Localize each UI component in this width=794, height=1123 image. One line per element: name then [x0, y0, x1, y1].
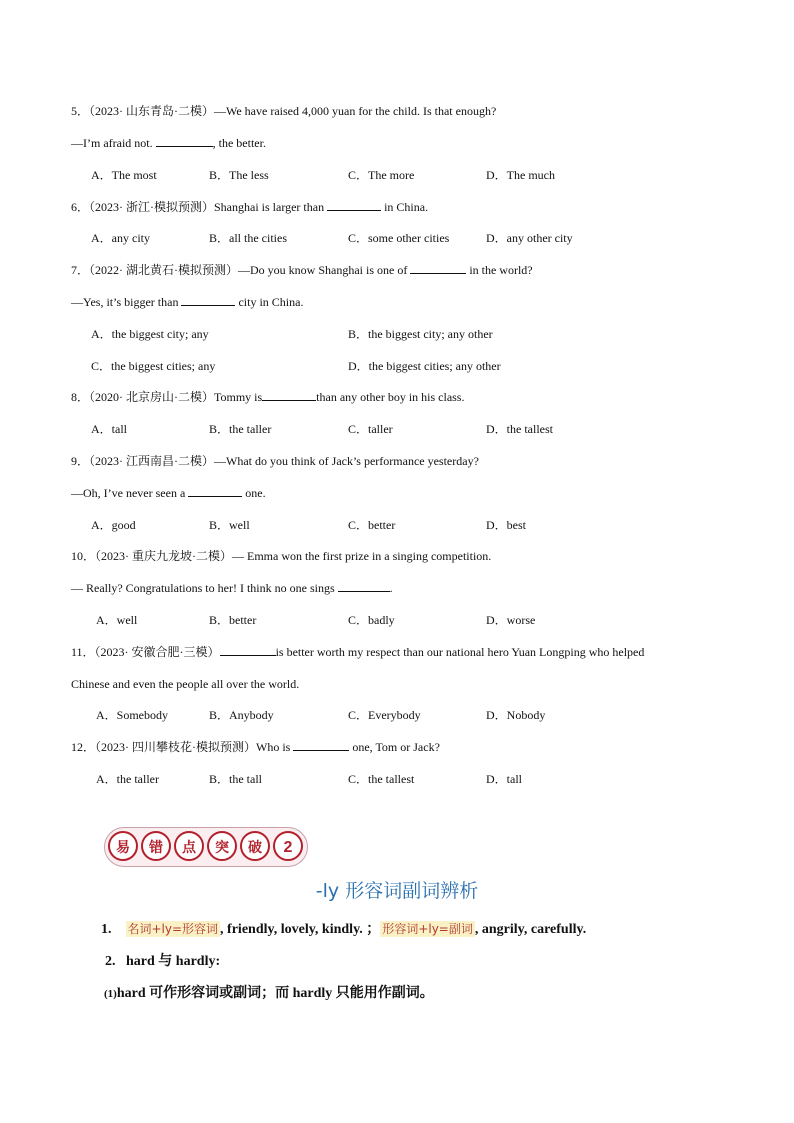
- option-b: B．the tall: [209, 772, 262, 786]
- question-11-stem: 11．（2023· 安徽合肥·三模） is better worth my respect than our national hero Yuan Longping who helped: [71, 645, 645, 659]
- section-title: -ly 形容词副词辨析: [315, 880, 479, 902]
- rule-number: 2.: [105, 954, 116, 969]
- rule-text: hard 可作形容词或副词；而 hardly 只能用作副词。: [116, 986, 434, 1001]
- option-a: A．Somebody: [96, 708, 169, 722]
- option-c: C．the tallest: [348, 772, 415, 786]
- option-a: A．the biggest city; any: [91, 327, 209, 341]
- banner-number: 2: [273, 831, 303, 861]
- option-b: B．better: [209, 613, 257, 627]
- answer-blank: [262, 389, 316, 401]
- option-c: C．badly: [348, 613, 395, 627]
- question-7-stem: 7．（2022· 湖北黄石·模拟预测）—Do you know Shanghai is one of in the world?: [71, 263, 533, 277]
- option-a: A．any city: [91, 231, 150, 245]
- option-d: D．any other city: [486, 231, 573, 245]
- option-c: C．the biggest cities; any: [91, 359, 216, 373]
- answer-blank: [293, 739, 349, 751]
- banner-char: 点: [174, 831, 204, 861]
- rule-2: [105, 950, 220, 970]
- question-8-stem: 8．（2020· 北京房山·二模）Tommy is than any other boy in his class.: [71, 390, 465, 404]
- question-5-stem: 5．（2023· 山东青岛·二模）—We have raised 4,000 yuan for the child. Is that enough?: [71, 104, 497, 118]
- rule-text: , angrily, carefully.: [474, 922, 587, 937]
- option-d: D．tall: [486, 772, 522, 786]
- question-11-line2: Chinese and even the people all over the world.: [71, 677, 300, 691]
- rule-number: 1.: [101, 922, 112, 937]
- banner-char: 易: [108, 831, 138, 861]
- question-9-stem: 9．（2023· 江西南昌·二模）—What do you think of Jack’s performance yesterday?: [71, 454, 479, 468]
- question-7-line2: —Yes, it’s bigger than city in China.: [71, 295, 304, 309]
- option-c: C．taller: [348, 422, 393, 436]
- banner-char: 错: [141, 831, 171, 861]
- question-6-stem: 6．（2023· 浙江·模拟预测）Shanghai is larger than in China.: [71, 200, 429, 214]
- option-b: B．the taller: [209, 422, 272, 436]
- option-d: D．Nobody: [486, 708, 546, 722]
- answer-blank: [410, 262, 466, 274]
- option-b: B．Anybody: [209, 708, 274, 722]
- answer-blank: [338, 580, 390, 592]
- option-d: D．The much: [486, 168, 555, 182]
- answer-blank: [188, 485, 242, 497]
- option-d: D．the tallest: [486, 422, 553, 436]
- banner-char: 破: [240, 831, 270, 861]
- highlight-noun-ly: 名词+ly=形容词: [127, 922, 219, 936]
- option-b: B．well: [209, 518, 250, 532]
- option-a: A．good: [91, 518, 136, 532]
- section-banner: [104, 827, 308, 867]
- option-b: B．all the cities: [209, 231, 287, 245]
- option-b: B．The less: [209, 168, 269, 182]
- option-d: D．the biggest cities; any other: [348, 359, 501, 373]
- option-d: D．worse: [486, 613, 536, 627]
- answer-blank: [220, 644, 276, 656]
- answer-blank: [181, 294, 235, 306]
- option-c: C．Everybody: [348, 708, 421, 722]
- rule-1: [101, 918, 586, 938]
- option-c: C．better: [348, 518, 396, 532]
- highlight-adj-ly: 形容词+ly=副词: [382, 922, 473, 936]
- question-9-line2: —Oh, I’ve never seen a one.: [71, 486, 266, 500]
- question-5-line2: —I’m afraid not. , the better.: [71, 136, 266, 150]
- option-c: C．some other cities: [348, 231, 450, 245]
- option-c: C．The more: [348, 168, 415, 182]
- option-a: A．tall: [91, 422, 127, 436]
- question-10-stem: 10．（2023· 重庆九龙坡·二模）— Emma won the first prize in a singing competition.: [71, 549, 492, 563]
- question-12-stem: 12．（2023· 四川攀枝花·模拟预测）Who is one, Tom or Jack?: [71, 740, 440, 754]
- rule-2-1: [104, 982, 434, 1002]
- answer-blank: [327, 199, 381, 211]
- option-d: D．best: [486, 518, 526, 532]
- rule-number: (1): [104, 988, 117, 1000]
- option-a: A．The most: [91, 168, 157, 182]
- banner-char: 突: [207, 831, 237, 861]
- question-10-line2: — Really? Congratulations to her! I think no one sings .: [71, 581, 393, 595]
- option-b: B．the biggest city; any other: [348, 327, 493, 341]
- rule-text: hard 与 hardly:: [126, 954, 221, 969]
- rule-text: , friendly, lovely, kindly. ；: [220, 922, 381, 937]
- option-a: A．well: [96, 613, 138, 627]
- answer-blank: [156, 135, 213, 147]
- option-a: A．the taller: [96, 772, 159, 786]
